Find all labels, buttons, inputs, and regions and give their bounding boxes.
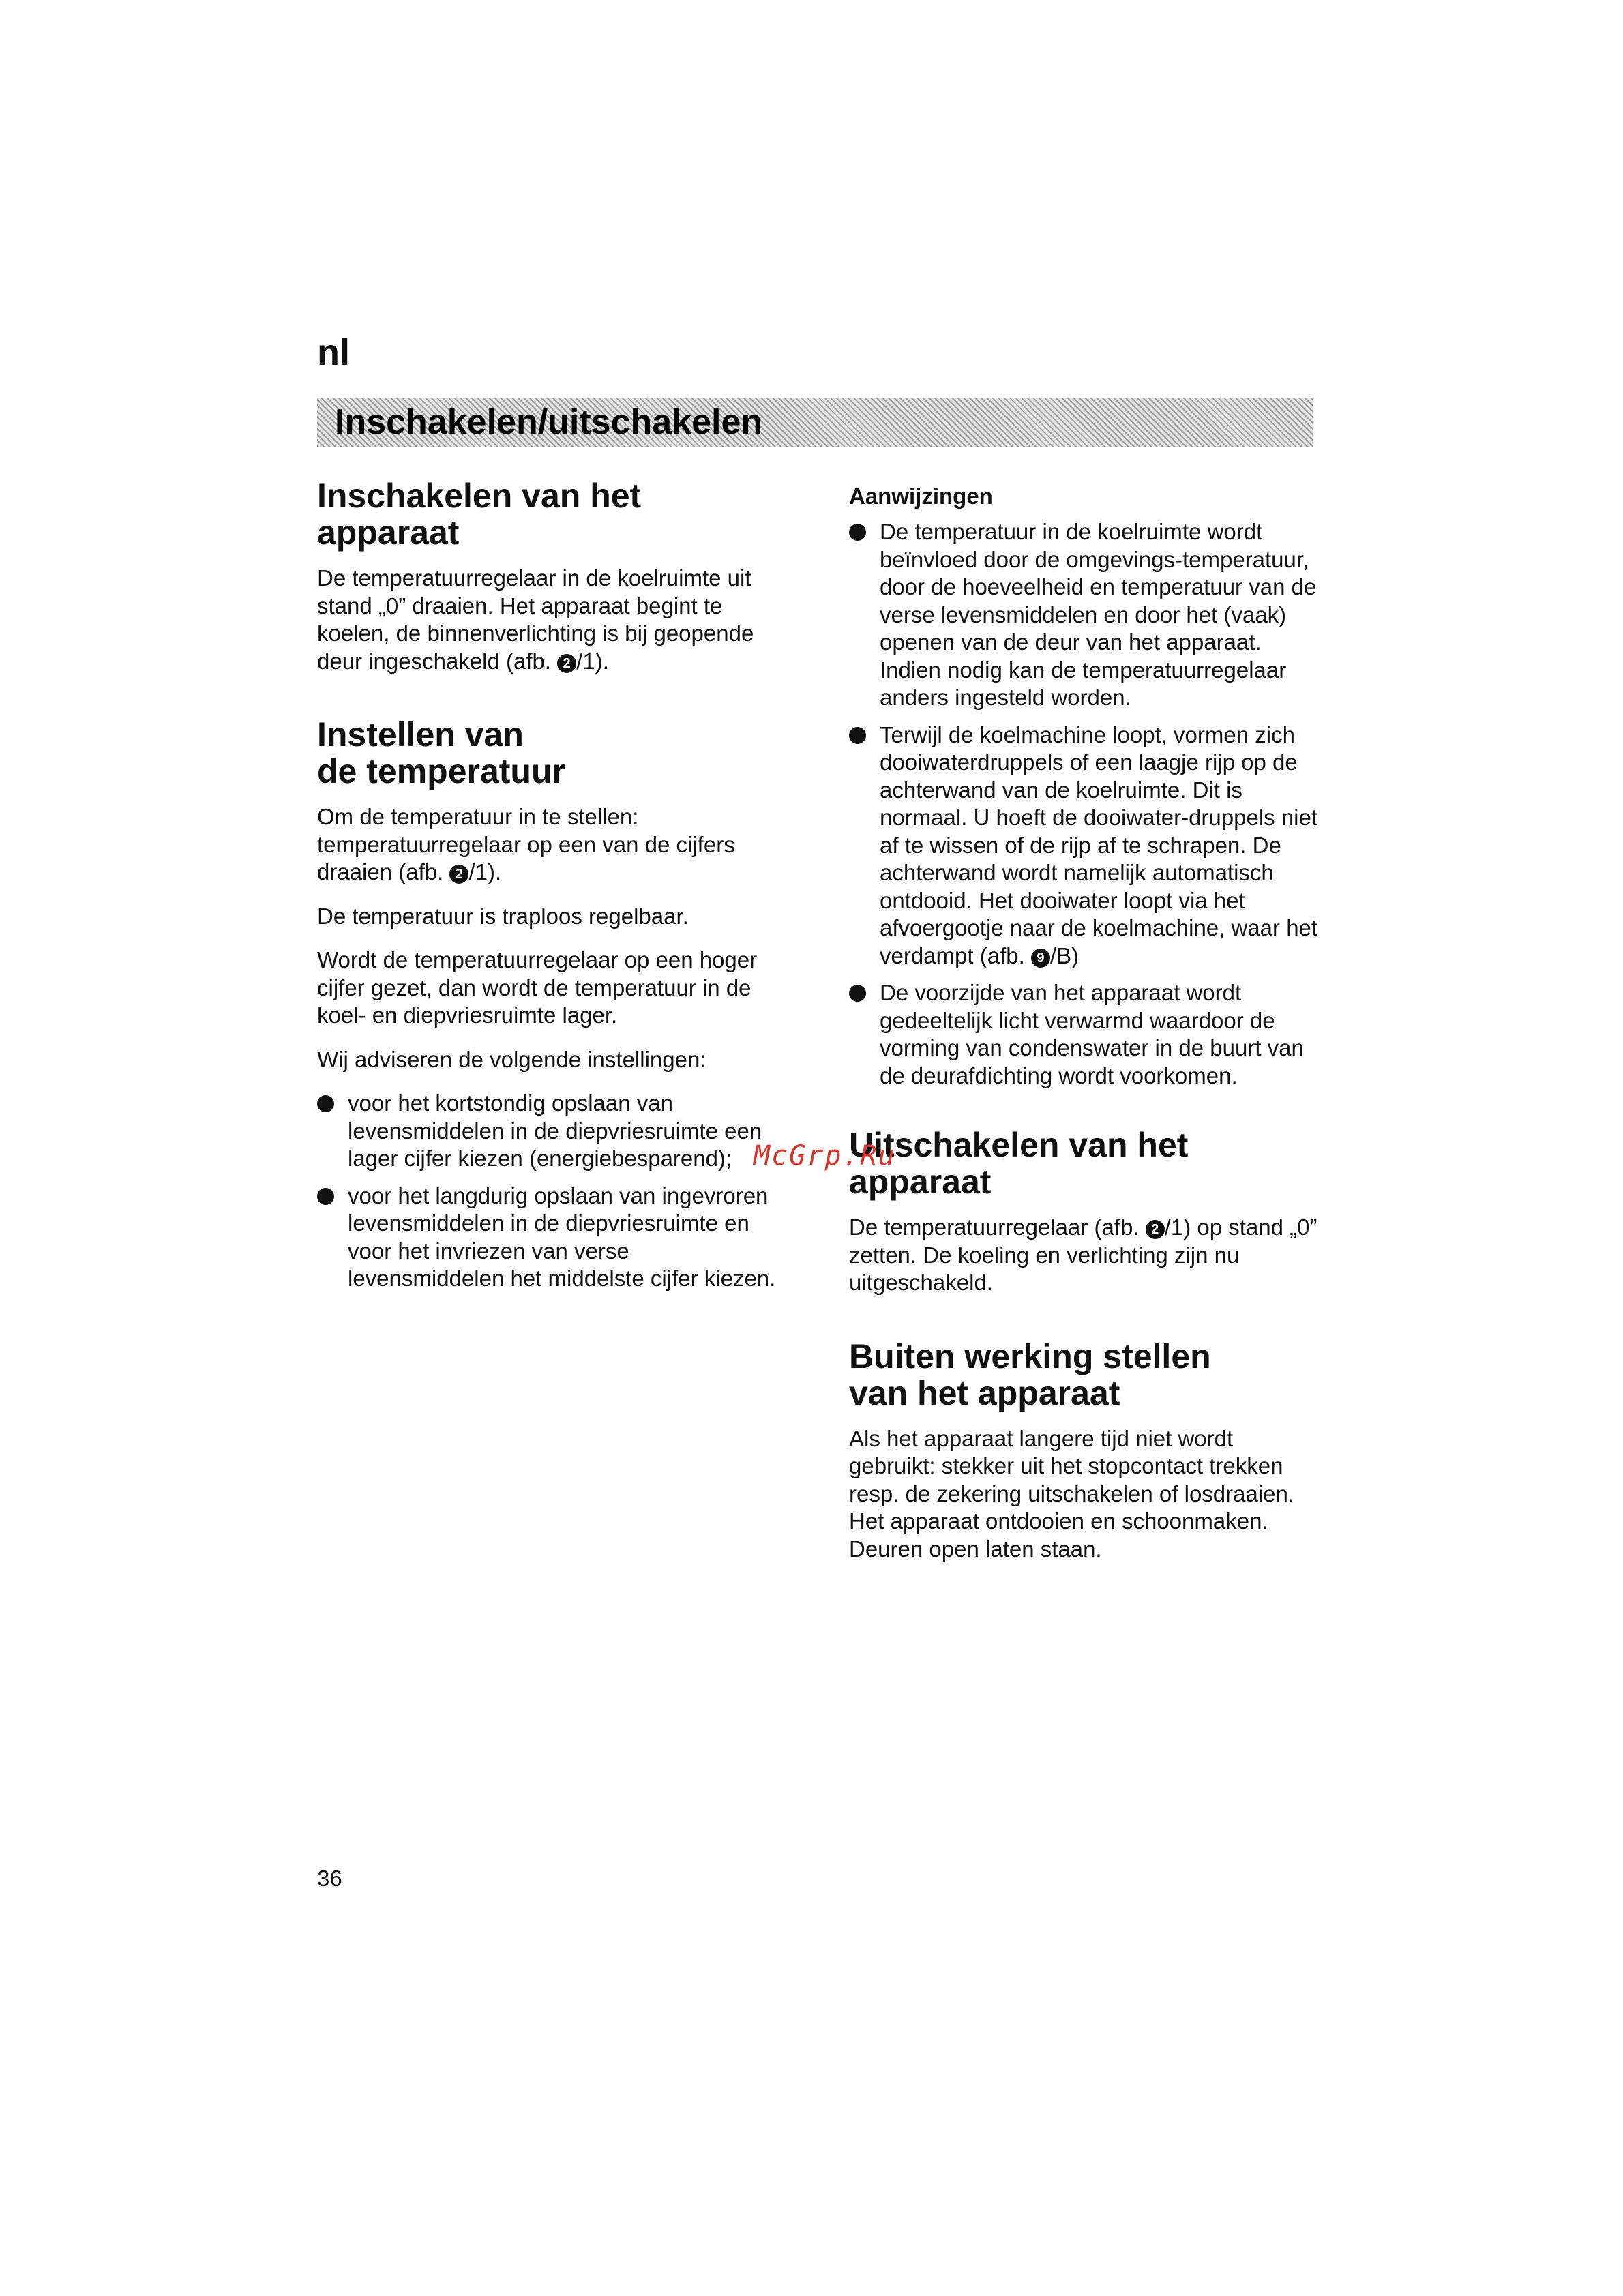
page-number: 36	[317, 1866, 342, 1891]
language-code: nl	[317, 332, 350, 373]
notes-heading: Aanwijzingen	[849, 483, 993, 509]
figure-number-badge: 2	[557, 654, 576, 673]
bullet-icon	[317, 1188, 334, 1205]
bullet-icon	[849, 985, 866, 1002]
list-item: Terwijl de koelmachine loopt, vormen zich dooiwaterdruppels of een laagje rijp op de achterwand van de koelruimte. Dit is normaal. U hoeft de dooiwater-druppels niet af te wissen of de rijp af te schrapen. De achterwand wordt namelijk automatisch ontdooid. Het dooiwater loopt via het afvoergootje naar de koelmachine, waar het verdampt (afb. 9 /B)	[849, 721, 1320, 970]
figure-number-badge: 9	[1031, 949, 1050, 968]
heading-switch-off	[849, 1127, 1320, 1200]
heading-decommission-line1: Buiten werking stellen	[849, 1337, 1211, 1375]
settings-list	[317, 1090, 788, 1293]
heading-switch-on-line2: apparaat	[317, 513, 460, 552]
set-temperature-paragraph-1: Om de temperatuur in te stellen: temperatuurregelaar op een van de cijfers draaien (afb. 2 /1).	[317, 804, 735, 884]
heading-set-temperature-line2: de temperatuur	[317, 752, 565, 790]
bullet-icon	[849, 524, 866, 541]
list-item: voor het kortstondig opslaan van levensmiddelen in de diepvriesruimte een lager cijfer kiezen (energiebesparend);	[317, 1090, 788, 1173]
set-temperature-paragraph-3: Wordt de temperatuurregelaar op een hoger cijfer gezet, dan wordt de temperatuur in de koel- en diepvriesruimte lager.	[317, 947, 758, 1028]
heading-decommission	[849, 1338, 1320, 1412]
notes-list	[849, 518, 1320, 1090]
left-column	[317, 477, 788, 1308]
right-column	[849, 477, 1320, 1579]
set-temperature-paragraph-2: De temperatuur is traploos regelbaar.	[317, 903, 689, 929]
heading-set-temperature	[317, 716, 788, 790]
figure-number-badge: 2	[449, 865, 468, 884]
switch-off-paragraph: De temperatuurregelaar (afb. 2 /1) op stand „0” zetten. De koeling en verlichting zijn nu uitgeschakeld.	[849, 1214, 1317, 1295]
list-item: De temperatuur in de koelruimte wordt beïnvloed door de omgevings-temperatuur, door de hoeveelheid en temperatuur van de verse levensmiddelen en door het (vaak) openen van de deur van het apparaat. Indien nodig kan de temperatuurregelaar anders ingesteld worden.	[849, 518, 1320, 712]
heading-switch-on	[317, 477, 788, 551]
heading-switch-on-line1: Inschakelen van het	[317, 477, 642, 515]
heading-switch-off-line2: apparaat	[849, 1163, 992, 1201]
switch-on-paragraph: De temperatuurregelaar in de koelruimte uit stand „0” draaien. Het apparaat begint te koelen, de binnenverlichting is bij geopende deur ingeschakeld (afb. 2 /1).	[317, 565, 754, 674]
list-item: De voorzijde van het apparaat wordt gedeeltelijk licht verwarmd waardoor de vorming van condenswater in de buurt van de deurafdichting wordt voorkomen.	[849, 979, 1320, 1090]
heading-switch-off-line1: Uitschakelen van het	[849, 1126, 1189, 1164]
bullet-icon	[317, 1095, 334, 1112]
watermark: McGrp.Ru	[754, 1140, 896, 1172]
set-temperature-paragraph-4: Wij adviseren de volgende instellingen:	[317, 1046, 706, 1072]
decommission-paragraph: Als het apparaat langere tijd niet wordt gebruikt: stekker uit het stopcontact trekken resp. de zekering uitschakelen of losdraaien. Het apparaat ontdooien en schoonmaken. Deuren open laten staan.	[849, 1425, 1295, 1562]
bullet-icon	[849, 727, 866, 744]
section-banner: Inschakelen/uitschakelen	[317, 398, 1313, 447]
heading-decommission-line2: van het apparaat	[849, 1373, 1120, 1412]
heading-set-temperature-line1: Instellen van	[317, 715, 524, 754]
figure-number-badge: 2	[1146, 1220, 1165, 1239]
list-item: voor het langdurig opslaan van ingevroren levensmiddelen in de diepvriesruimte en voor het invriezen van verse levensmiddelen het middelste cijfer kiezen.	[317, 1182, 788, 1293]
